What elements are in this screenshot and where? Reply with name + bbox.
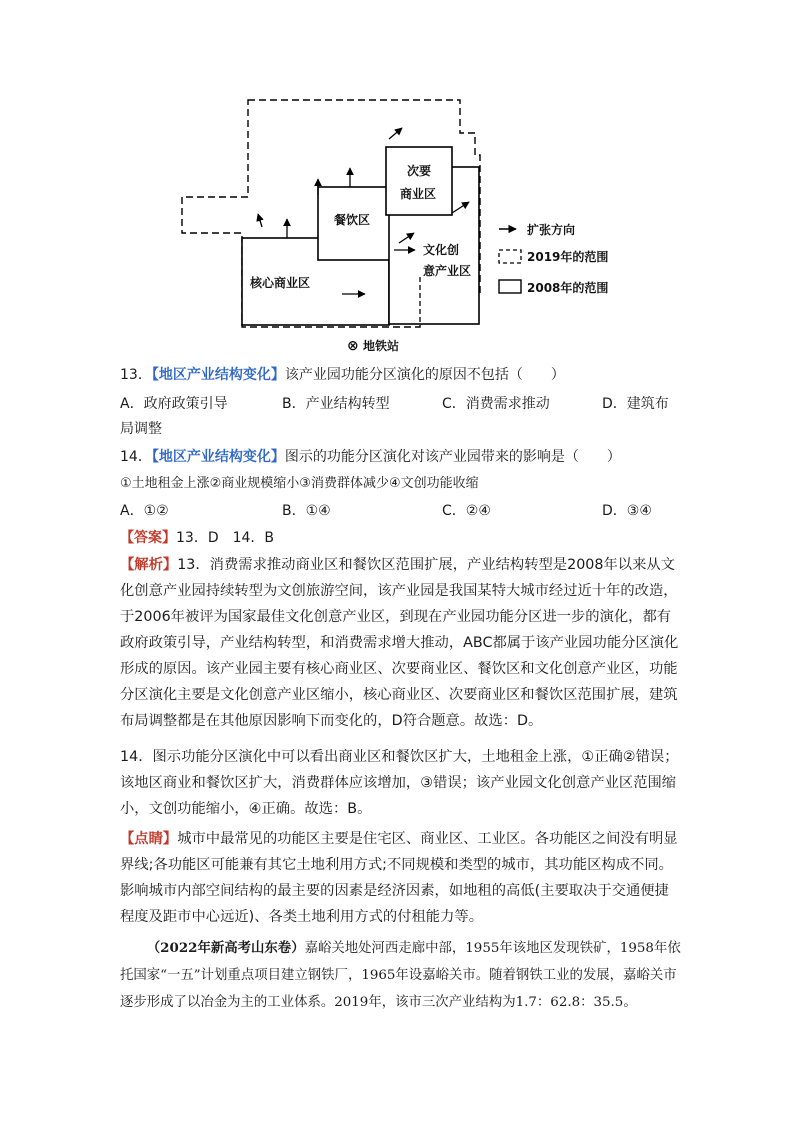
option-a: A．政府政策引导 (120, 396, 228, 412)
passage-text: 嘉峪关地处河西走廊中部，1955年该地区发现铁矿，1958年依托国家“一五”计划重点项目建立钢铁厂，1965年设嘉峪关市。随着钢铁工业的发展，嘉峪关市逐步形成了以冶金为主的工业体系。2019年，该市三次产业结构为1.7：62.8：35.5。 (120, 941, 681, 1010)
analysis-14: 14．图示功能分区演化中可以看出商业区和餐饮区扩大，土地租金上涨，①正确②错误；该地区商业和餐饮区扩大，消费群体应该增加，③错误；该产业园文化创意产业区范围缩小，文创功能缩小，④正确。故选：B。 (120, 749, 679, 817)
topic-tag: 【地区产业结构变化】 (151, 449, 285, 465)
answer-label: 【答案】 (120, 530, 176, 546)
answer-line (120, 525, 680, 551)
legend-arrow-label: 扩张方向 (527, 223, 576, 237)
subway-label: 地铁站 (363, 339, 400, 353)
secondary-zone-label: 商业区 (400, 187, 437, 201)
secondary-commercial-zone (386, 147, 452, 215)
option-c: C．②④ (442, 503, 491, 519)
question-stem: 该产业园功能分区演化的原因不包括（ ） (284, 367, 565, 383)
question-13 (120, 362, 680, 388)
question-number: 14． (120, 449, 152, 465)
functional-zone-diagram (170, 95, 650, 360)
legend-2019-label: 2019年的范围 (527, 250, 609, 264)
topic-tag: 【地区产业结构变化】 (151, 367, 285, 383)
tip-text: 城市中最常见的功能区主要是住宅区、商业区、工业区。各功能区之间没有明显界线;各功能区可能兼有其它土地利用方式;不同规模和类型的城市，其功能区构成不同。影响城市内部空间结构的最主要的因素是经济因素，如地租的高低(主要取决于交通便捷程度及距市中心远近)、各类土地利用方式的付租能力等。 (120, 831, 678, 925)
secondary-zone-label: 次要 (407, 164, 432, 178)
question-stem: 图示的功能分区演化对该产业园带来的影响是（ ） (284, 449, 621, 465)
tip-paragraph (120, 826, 680, 930)
option-c: C．消费需求推动 (442, 396, 550, 412)
question-14 (120, 444, 680, 470)
passage-source: （2022年新高考山东卷） (146, 940, 305, 956)
core-zone-label: 核心商业区 (250, 276, 311, 290)
option-d: D．建筑布 (602, 396, 669, 412)
question-number: 13． (120, 367, 152, 383)
tip-label: 【点睛】 (120, 831, 178, 847)
next-passage (120, 935, 685, 1016)
legend-dashed-swatch (499, 250, 521, 263)
option-b: B．①④ (282, 503, 331, 519)
legend-solid-swatch (499, 280, 521, 293)
option-d: D．③④ (602, 503, 652, 519)
option-d-wrap: 局调整 (120, 421, 162, 437)
analysis-text: 13．消费需求推动商业区和餐饮区范围扩展，产业结构转型是2008年以来从文化创意产业园持续转型为文创旅游空间，该产业园是我国某特大城市经过近十年的改造，于2006年被评为国家最佳文化创意产业区，到现在产业园功能分区进一步的演化，都有政府政策引导，产业结构转型，和消费需求增大推动，ABC都属于该产业园功能分区演化形成的原因。该产业园主要有核心商业区、次要商业区、餐饮区和文化创意产业区，功能分区演化主要是文化创意产业区缩小，核心商业区、次要商业区和餐饮区范围扩展，建筑布局调整都是在其他原因影响下而变化的，D符合题意。故选：D。 (120, 557, 679, 729)
answer-text: 13．D 14．B (176, 530, 275, 546)
dining-zone-label: 餐饮区 (334, 213, 371, 227)
option-b: B．产业结构转型 (282, 396, 390, 412)
culture-zone-label: 意产业区 (423, 264, 472, 278)
option-a: A．①② (120, 503, 169, 519)
q14-statements: ①土地租金上涨②商业规模缩小③消费群体减少④文创功能收缩 (120, 476, 479, 491)
analysis-13 (120, 552, 680, 734)
culture-zone-label: 文化创 (423, 243, 460, 257)
analysis-label: 【解析】 (120, 557, 178, 573)
subway-icon: ⊗ (347, 338, 359, 354)
legend-2008-label: 2008年的范围 (527, 281, 609, 295)
